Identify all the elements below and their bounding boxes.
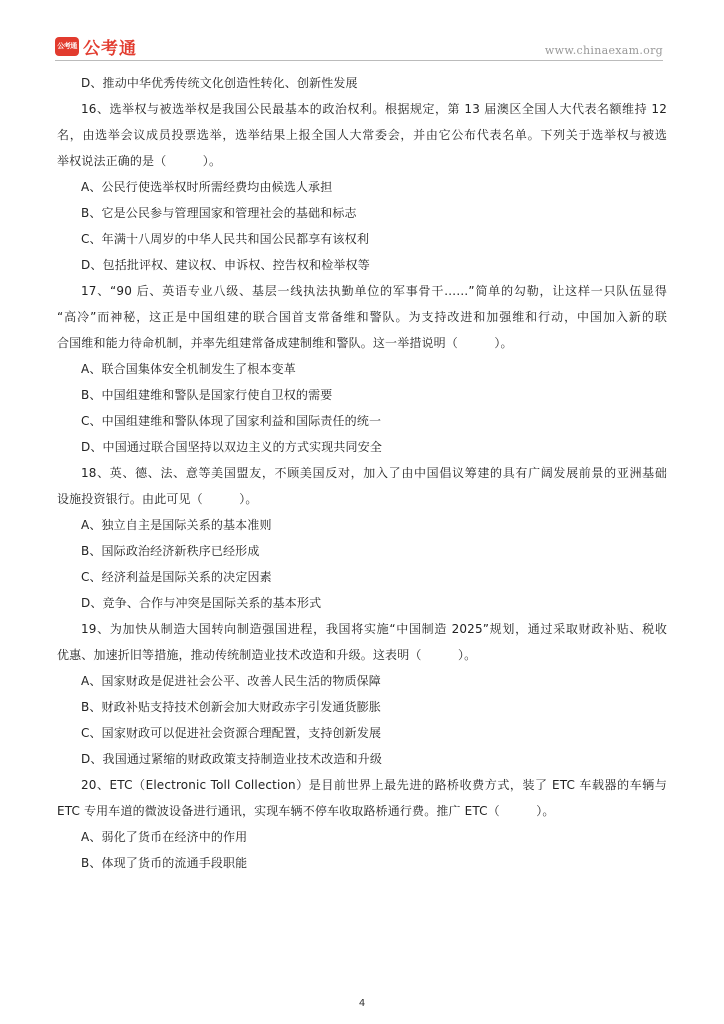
answer-option: B、体现了货币的流通手段职能: [81, 856, 248, 870]
question-text-line: 17、“90 后、英语专业八级、基层一线执法执勤单位的军事骨干……”简单的勾勒，让这样一只队伍显得: [81, 284, 667, 298]
question-text-line: “高冷”而神秘，这正是中国组建的联合国首支常备维和警队。为支持改进和加强维和行动，中国加入新的联: [57, 310, 667, 324]
answer-option: A、联合国集体安全机制发生了根本变革: [81, 362, 296, 376]
answer-option: D、中国通过联合国坚持以双边主义的方式实现共同安全: [81, 440, 382, 454]
question-text-line: 名，由选举会议成员投票选举，选举结果上报全国人大常委会，并由它公布代表名单。下列关于选举权与被选: [57, 128, 667, 142]
answer-option: C、中国组建维和警队体现了国家利益和国际责任的统一: [81, 414, 382, 428]
question-text-line: 举权说法正确的是（ ）。: [57, 154, 222, 168]
logo-badge-icon: 公考通: [55, 37, 79, 56]
answer-option: C、经济利益是国际关系的决定因素: [81, 570, 272, 584]
question-text-line: 18、英、德、法、意等美国盟友，不顾美国反对，加入了由中国倡议筹建的具有广阔发展前景的亚洲基础: [81, 466, 667, 480]
answer-option: C、年满十八周岁的中华人民共和国公民都享有该权利: [81, 232, 369, 246]
logo-text: 公考通: [83, 39, 137, 59]
answer-option: D、推动中华优秀传统文化创造性转化、创新性发展: [81, 76, 358, 90]
answer-option: D、竞争、合作与冲突是国际关系的基本形式: [81, 596, 322, 610]
question-text-line: ETC 专用车道的微波设备进行通讯，实现车辆不停车收取路桥通行费。推广 ETC（ ）。: [57, 804, 555, 818]
answer-option: B、国际政治经济新秩序已经形成: [81, 544, 260, 558]
answer-option: B、它是公民参与管理国家和管理社会的基础和标志: [81, 206, 357, 220]
answer-option: A、公民行使选举权时所需经费均由候选人承担: [81, 180, 333, 194]
header-divider: [55, 60, 663, 61]
brand-logo[interactable]: [55, 34, 137, 59]
page-number: 4: [358, 998, 366, 1009]
question-text-line: 优惠、加速折旧等措施，推动传统制造业技术改造和升级。这表明（ ）。: [57, 648, 477, 662]
page-header: [55, 34, 663, 60]
answer-option: D、我国通过紧缩的财政政策支持制造业技术改造和升级: [81, 752, 382, 766]
question-text-line: 设施投资银行。由此可见（ ）。: [57, 492, 258, 506]
answer-option: D、包括批评权、建议权、申诉权、控告权和检举权等: [81, 258, 370, 272]
site-url-link[interactable]: www.chinaexam.org: [544, 44, 663, 57]
question-text-line: 20、ETC（Electronic Toll Collection）是目前世界上最先进的路桥收费方式，装了 ETC 车载器的车辆与: [81, 778, 667, 792]
answer-option: B、中国组建维和警队是国家行使自卫权的需要: [81, 388, 333, 402]
answer-option: A、国家财政是促进社会公平、改善人民生活的物质保障: [81, 674, 381, 688]
answer-option: A、独立自主是国际关系的基本准则: [81, 518, 272, 532]
question-text-line: 19、为加快从制造大国转向制造强国进程，我国将实施“中国制造 2025”规划，通过采取财政补贴、税收: [81, 622, 667, 636]
answer-option: A、弱化了货币在经济中的作用: [81, 830, 248, 844]
answer-option: C、国家财政可以促进社会资源合理配置，支持创新发展: [81, 726, 382, 740]
question-text-line: 16、选举权与被选举权是我国公民最基本的政治权利。根据规定，第 13 届澳区全国人大代表名额维持 12: [81, 102, 667, 116]
document-body: [57, 76, 667, 882]
question-text-line: 合国维和能力待命机制，并率先组建常备成建制维和警队。这一举措说明（ ）。: [57, 336, 513, 350]
answer-option: B、财政补贴支持技术创新会加大财政赤字引发通货膨胀: [81, 700, 381, 714]
